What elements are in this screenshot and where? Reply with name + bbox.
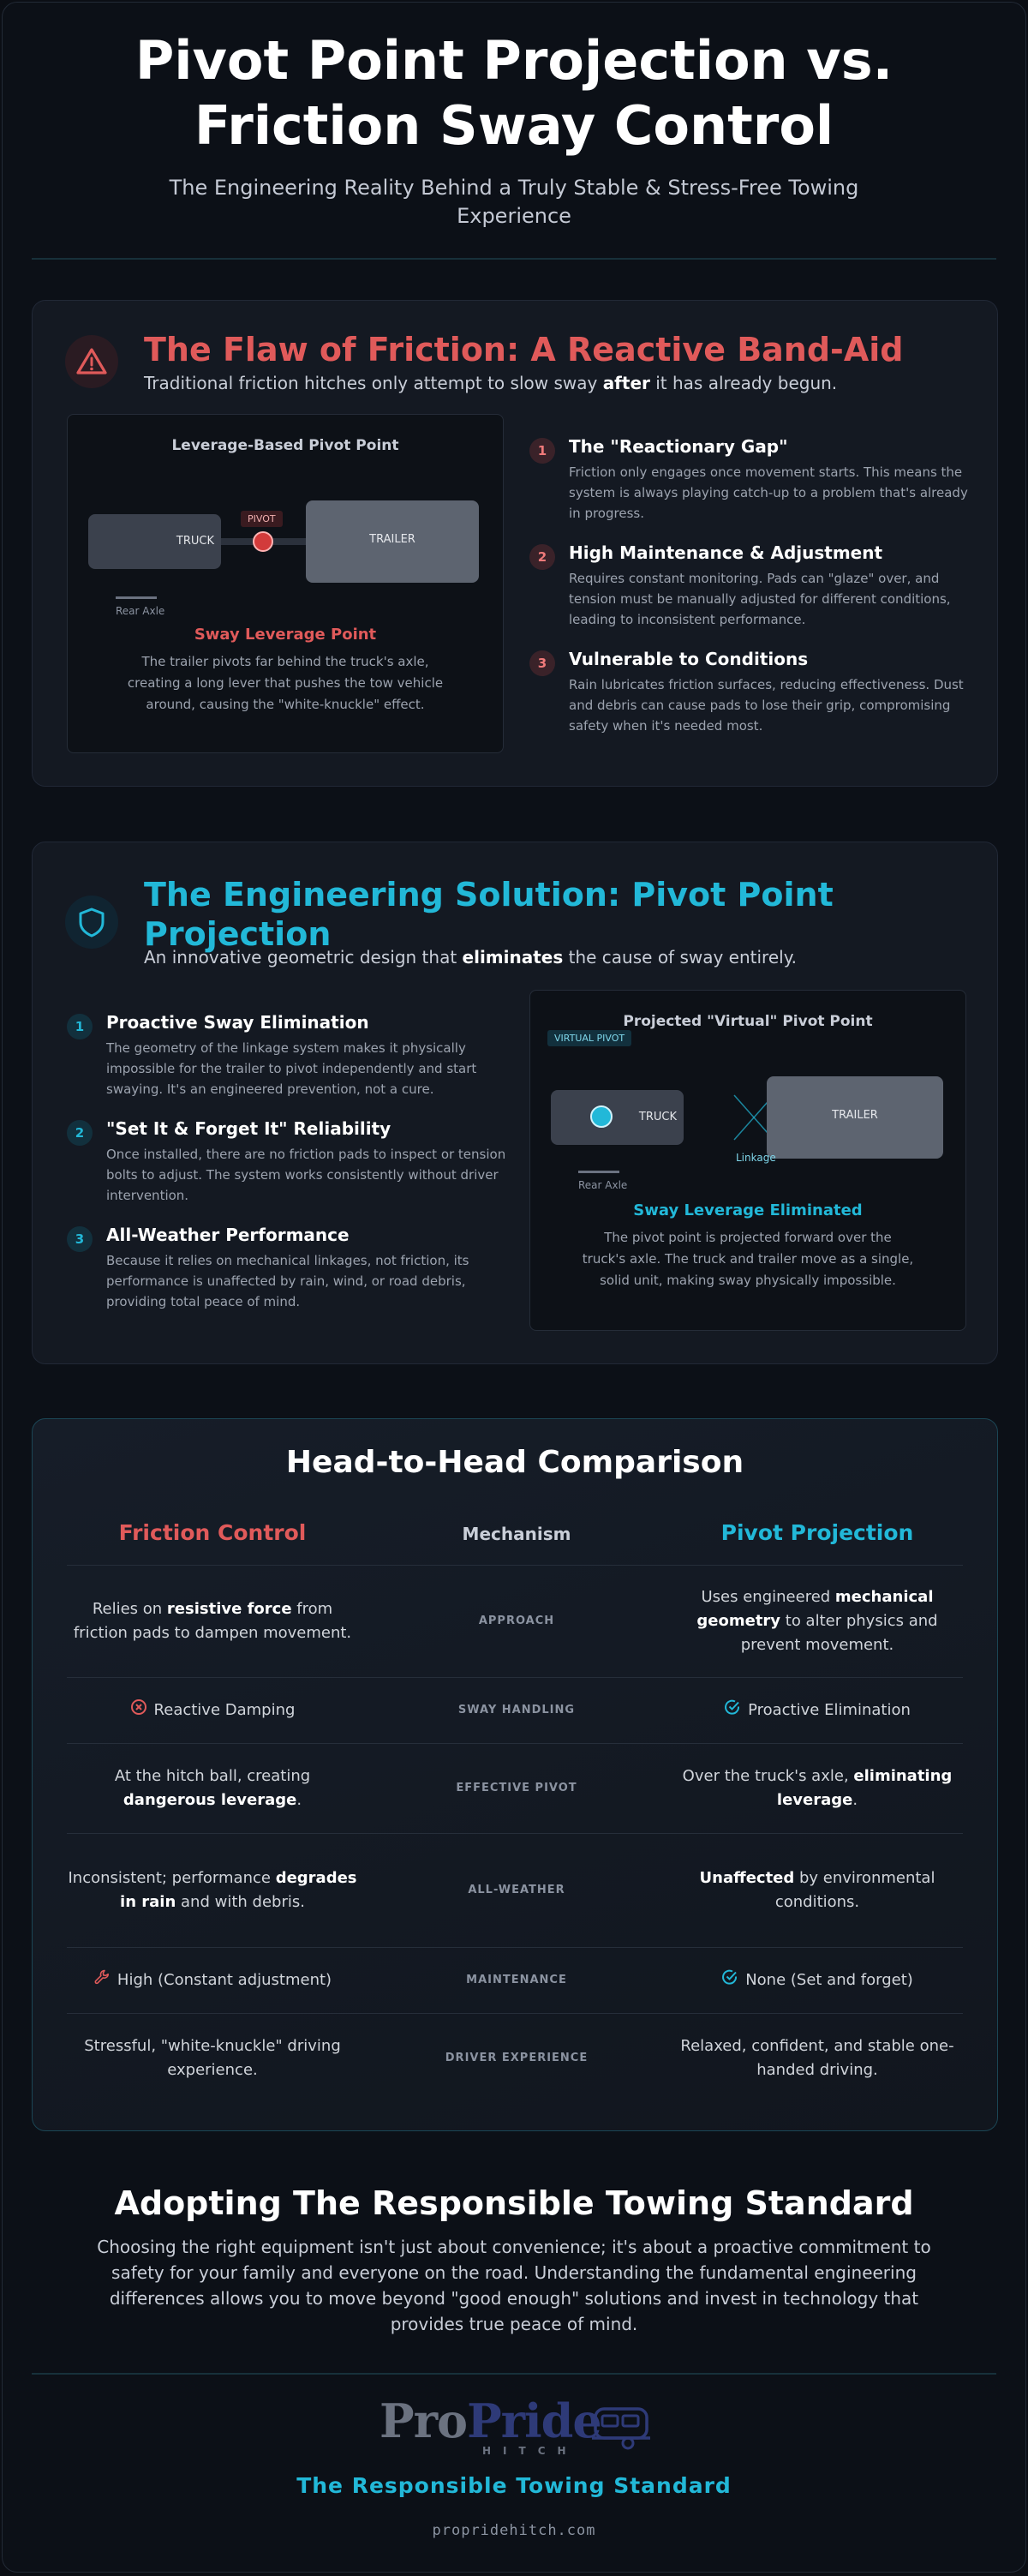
logo-pride: Pride [467, 2393, 601, 2448]
friction-column-header: Friction Control [118, 1520, 307, 1545]
page-subtitle: The Engineering Reality Behind a Truly Stable & Stress-Free Towing Experience [169, 176, 859, 228]
check-circle-icon [721, 1968, 738, 1993]
pivot-point-3 [67, 1225, 512, 1327]
pivot-cell: Proactive Elimination [672, 1678, 963, 1743]
point-description: Once installed, there are no friction pads to inspect or tension bolts to adjust. The system works consistently without driver intervention. [106, 1147, 506, 1203]
point-description: Rain lubricates friction surfaces, reducing effectiveness. Dust and debris can cause pads to lose their grip, compromising safety when it's needed most. [569, 677, 964, 734]
point-number: 1 [529, 438, 555, 464]
table-row [67, 1744, 963, 1834]
footer-divider [32, 2373, 996, 2375]
friction-cell: At the hitch ball, creating dangerous leverage. [114, 1767, 311, 1809]
pivot-cell: Uses engineered mechanical geometry to alter physics and prevent movement. [696, 1588, 938, 1654]
table-row [67, 1834, 963, 1948]
mechanism-cell: MAINTENANCE [466, 1974, 567, 1986]
friction-point-3 [529, 649, 975, 752]
page-title [32, 28, 996, 159]
point-title: All-Weather Performance [106, 1225, 350, 1245]
infographic [2, 2, 1026, 2573]
truck-label: TRUCK [176, 535, 214, 548]
point-title: "Set It & Forget It" Reliability [106, 1118, 391, 1139]
friction-cell: Reactive Damping [67, 1678, 358, 1743]
rear-axle-line [116, 596, 157, 599]
mechanism-column-header: Mechanism [462, 1524, 571, 1544]
shield-icon [65, 896, 118, 949]
point-title: Proactive Sway Elimination [106, 1012, 369, 1033]
friction-section [32, 300, 998, 787]
pivot-cell: None (Set and forget) [672, 1948, 963, 2013]
friction-section-subtitle: Traditional friction hitches only attempt to slow sway after it has already begun. [144, 373, 838, 393]
header [32, 3, 996, 260]
pivot-section-subtitle: An innovative geometric design that eliminates the cause of sway entirely. [144, 947, 798, 967]
truck-shape [551, 1090, 684, 1145]
pivot-point-marker [253, 531, 273, 552]
rear-axle-label: Rear Axle [578, 1179, 628, 1191]
point-title: High Maintenance & Adjustment [569, 542, 883, 563]
pivot-title-line-2: Projection [144, 915, 332, 953]
trailer-shape [306, 500, 479, 583]
friction-diagram [67, 414, 504, 753]
truck-shape [88, 514, 221, 569]
mechanism-cell: DRIVER EXPERIENCE [445, 2052, 589, 2064]
pivot-diagram [529, 990, 966, 1331]
pivot-section-title [144, 875, 834, 954]
check-circle-icon [724, 1698, 741, 1723]
trailer-shape [767, 1076, 943, 1159]
diagram-caption-title: Sway Leverage Point [194, 626, 377, 644]
diagram-caption: The trailer pivots far behind the truck's axle, creating a long lever that pushes the tow vehicle around, causing the "white-knuckle" effect. [127, 654, 444, 712]
friction-cell: Inconsistent; performance degrades in rain and with debris. [68, 1869, 357, 1911]
pivot-point-1 [67, 1012, 512, 1115]
diagram-caption: The pivot point is projected forward over the truck's axle. The truck and trailer move as a single, solid unit, making sway physically impossible. [582, 1230, 914, 1288]
table-row [67, 2014, 963, 2103]
linkage-label: Linkage [736, 1152, 776, 1164]
point-description: Friction only engages once movement starts. This means the system is always playing catch-up to a problem that's already in progress. [569, 464, 968, 521]
rear-axle-label: Rear Axle [116, 605, 165, 617]
diagram-title: Projected "Virtual" Pivot Point [623, 1013, 873, 1030]
mechanism-cell: EFFECTIVE PIVOT [456, 1782, 577, 1794]
closing-text: Choosing the right equipment isn't just about convenience; it's about a proactive commitment to safety for your family and everyone on the road. Understanding the fundamental engineering differences allows you to move beyond "good enough" solutions and invest in technology that provides true peace of mind. [97, 2237, 931, 2334]
pivot-section [32, 842, 998, 1364]
point-description: Because it relies on mechanical linkages, not friction, its performance is unaffected by rain, wind, or road debris, providing total peace of mind. [106, 1253, 469, 1309]
virtual-pivot-marker [590, 1105, 613, 1128]
trailer-label: TRAILER [369, 533, 415, 546]
title-line-1: Pivot Point Projection vs. [134, 29, 894, 92]
mechanism-cell: SWAY HANDLING [457, 1704, 576, 1716]
comparison-title: Head-to-Head Comparison [285, 1445, 744, 1480]
point-title: Vulnerable to Conditions [569, 649, 809, 669]
rear-axle-line [578, 1171, 619, 1173]
title-line-2: Friction Sway Control [194, 94, 834, 157]
warning-triangle-icon [65, 335, 118, 388]
x-circle-icon [130, 1698, 147, 1723]
table-row [67, 1948, 963, 2014]
friction-cell: High (Constant adjustment) [67, 1948, 358, 2013]
wrench-icon [93, 1968, 111, 1993]
point-number: 1 [67, 1014, 93, 1039]
trailer-label: TRAILER [832, 1109, 878, 1122]
pivot-cell: Over the truck's axle, eliminating leverage. [682, 1767, 953, 1809]
logo-pro: Pro [380, 2393, 468, 2448]
friction-point-2 [529, 542, 975, 645]
table-row [67, 1678, 963, 1744]
pivot-cell: Unaffected by environmental conditions. [699, 1869, 935, 1911]
diagram-caption-title: Sway Leverage Eliminated [633, 1201, 863, 1219]
website-link[interactable]: propridehitch.com [432, 2522, 596, 2539]
virtual-pivot-tag: VIRTUAL PIVOT [547, 1030, 631, 1046]
pivot-column-header: Pivot Projection [720, 1520, 914, 1545]
mechanism-cell: APPROACH [478, 1614, 555, 1627]
comparison-section [32, 1418, 998, 2131]
trailer-logo-icon [592, 2404, 652, 2452]
truck-label: TRUCK [638, 1111, 677, 1123]
logo-hitch: HITCH [482, 2445, 578, 2457]
pivot-point-2 [67, 1118, 512, 1221]
diagram-title: Leverage-Based Pivot Point [171, 437, 399, 454]
point-title: The "Reactionary Gap" [569, 436, 788, 457]
friction-point-1 [529, 436, 975, 539]
friction-cell: Relies on resistive force from friction pads to dampen movement. [73, 1600, 352, 1642]
mechanism-cell: ALL-WEATHER [468, 1884, 565, 1896]
pivot-title-line-1: The Engineering Solution: Pivot Point [144, 876, 834, 914]
point-description: The geometry of the linkage system makes it physically impossible for the trailer to pivot independently and start swaying. It's an engineered prevention, not a cure. [106, 1040, 477, 1097]
point-description: Requires constant monitoring. Pads can "glaze" over, and tension must be manually adjusted for different conditions, leading to inconsistent performance. [569, 571, 951, 627]
propride-logo [3, 2393, 1025, 2457]
friction-section-title: The Flaw of Friction: A Reactive Band-Aid [144, 331, 904, 368]
point-number: 3 [67, 1226, 93, 1252]
point-number: 2 [67, 1120, 93, 1146]
table-row [67, 1566, 963, 1678]
closing-title: Adopting The Responsible Towing Standard [114, 2184, 914, 2222]
point-number: 2 [529, 544, 555, 570]
footer-tagline: The Responsible Towing Standard [296, 2473, 732, 2498]
logo-wordmark [380, 2395, 601, 2447]
pivot-tag: PIVOT [241, 511, 283, 527]
pivot-cell: Relaxed, confident, and stable one-handed driving. [680, 2037, 954, 2079]
friction-cell: Stressful, "white-knuckle" driving experience. [84, 2037, 341, 2079]
point-number: 3 [529, 650, 555, 676]
